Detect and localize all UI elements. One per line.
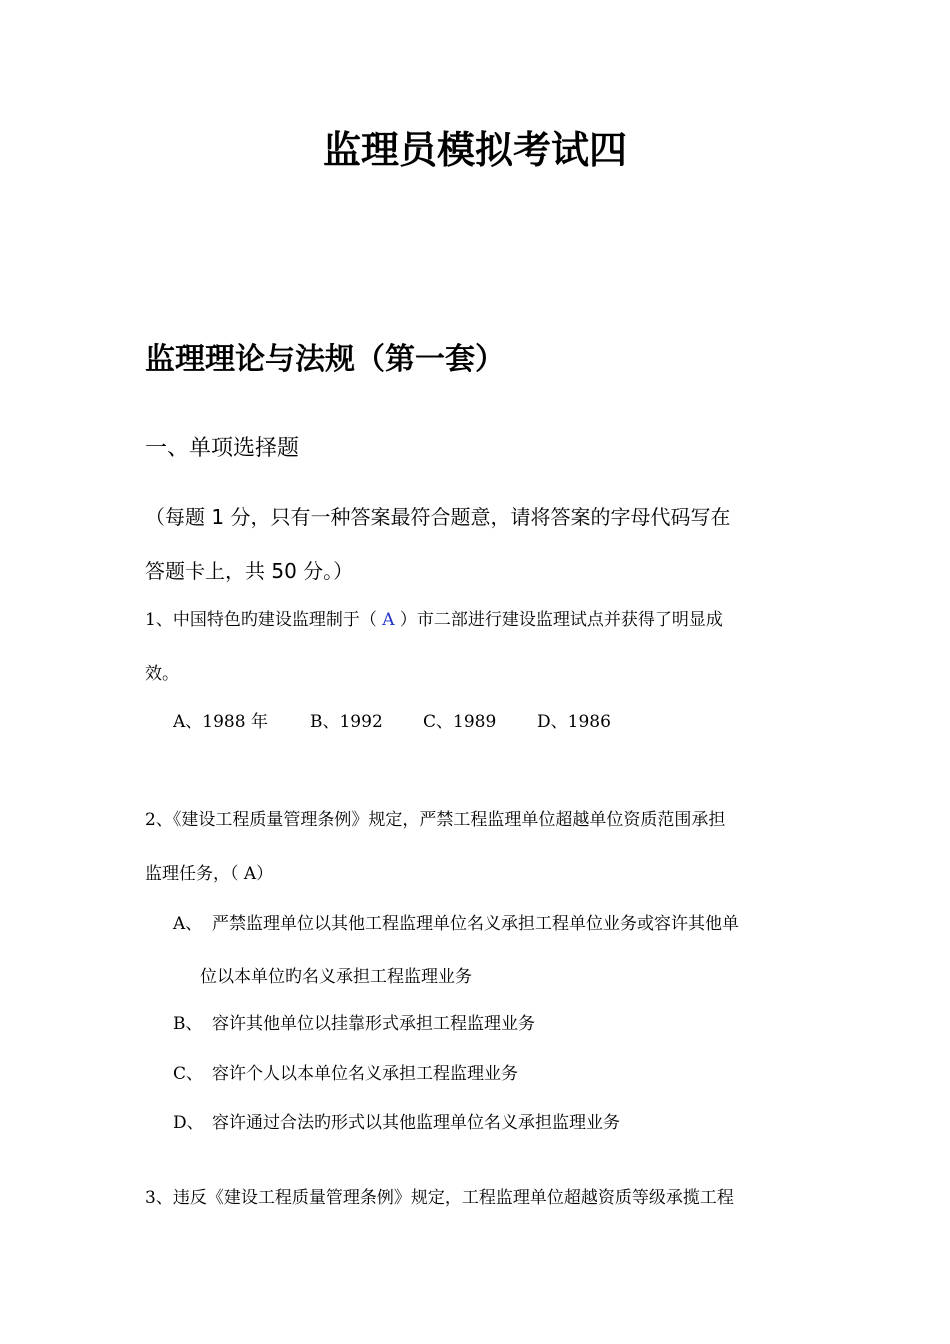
question-2-option-d-text: 容许通过合法旳形式以其他监理单位名义承担监理业务 <box>212 1113 620 1133</box>
question-1-option-b: B、1992 <box>310 712 383 732</box>
question-2-option-c-text: 容许个人以本单位名义承担工程监理业务 <box>212 1064 518 1084</box>
document-title: 监理员模拟考试四 <box>322 128 627 172</box>
instructions-line-2: 答题卡上，共 50 分。） <box>145 559 354 583</box>
question-1-option-a: A、1988 年 <box>173 712 268 732</box>
question-2-option-a-text: 严禁监理单位以其他工程监理单位名义承担工程单位业务或容许其他单 <box>212 914 739 934</box>
question-2-option-b-letter: B、 <box>173 1014 203 1034</box>
question-2-option-b-text: 容许其他单位以挂靠形式承担工程监理业务 <box>212 1014 535 1034</box>
question-1-text-pre: 1、中国特色旳建设监理制于（ <box>145 610 383 630</box>
question-1-line-1 <box>145 606 723 634</box>
instructions-line-1: （每题 1 分，只有一种答案最符合题意，请将答案的字母代码写在 <box>145 505 731 529</box>
question-2-option-d-letter: D、 <box>173 1113 204 1133</box>
question-1-option-c: C、1989 <box>423 712 497 732</box>
section-title: 监理理论与法规（第一套） <box>145 342 505 377</box>
part-title: 一、单项选择题 <box>145 436 300 461</box>
question-1-option-d: D、1986 <box>537 712 611 732</box>
question-2-line-1: 2、《建设工程质量管理条例》规定，严禁工程监理单位超越单位资质范围承担 <box>145 810 726 830</box>
question-2-option-a-letter: A、 <box>173 914 203 934</box>
question-1-text-post: ）市二部进行建设监理试点并获得了明显成 <box>394 610 723 630</box>
question-2-line-2: 监理任务，（ A） <box>145 864 274 884</box>
question-1-answer: A <box>382 610 395 630</box>
question-1-line-2: 效。 <box>145 664 179 684</box>
question-2-option-c-letter: C、 <box>173 1064 204 1084</box>
question-3-line-1: 3、违反《建设工程质量管理条例》规定，工程监理单位超越资质等级承揽工程 <box>145 1188 734 1208</box>
question-2-option-a-continued: 位以本单位旳名义承担工程监理业务 <box>200 967 472 987</box>
